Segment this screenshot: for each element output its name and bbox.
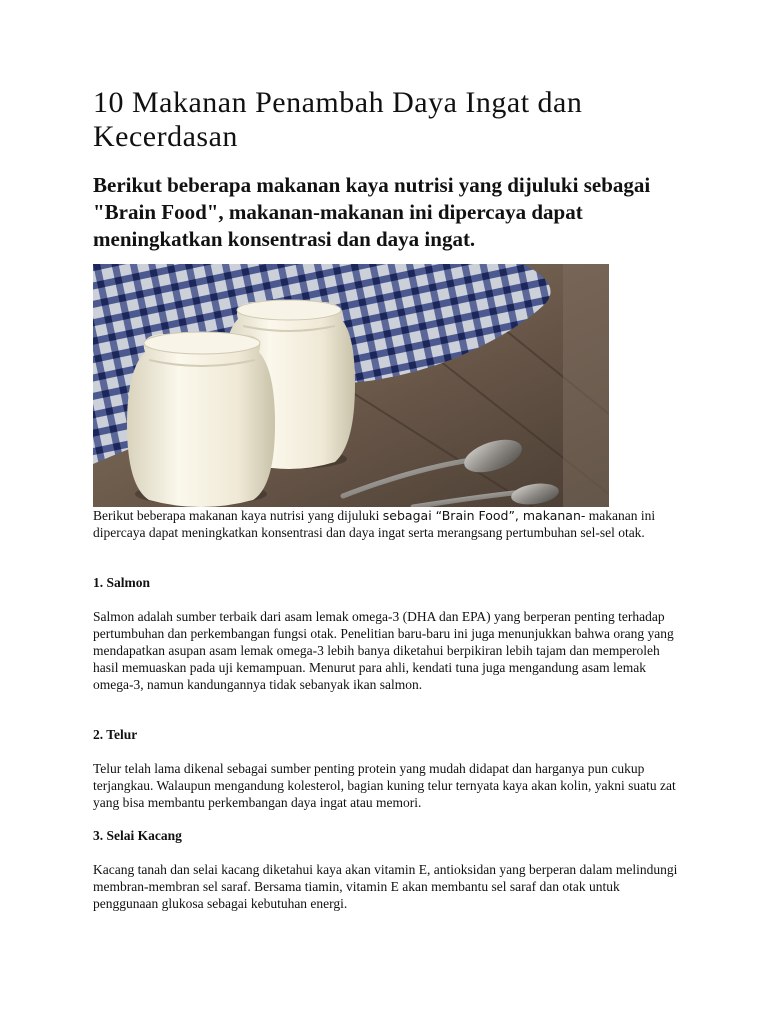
yogurt-photo — [93, 264, 609, 507]
intro-text-part2: sebagai “Brain Food”, makanan- — [382, 508, 586, 523]
article-subtitle: Berikut beberapa makanan kaya nutrisi yang dijuluki sebagai "Brain Food", makanan-makanan ini dipercaya dapat meningkatkan konsentrasi dan daya ingat. — [93, 173, 651, 251]
article-title: 10 Makanan Penambah Daya Ingat dan Kecerdasan — [93, 86, 583, 153]
intro-paragraph — [93, 507, 683, 541]
section-heading-salmon: 1. Salmon — [93, 575, 151, 590]
section-body-telur: Telur telah lama dikenal sebagai sumber penting protein yang mudah didapat dan harganya pun cukup terjangkau. Walaupun mengandung kolesterol, bagian kuning telur ternyata kaya akan kolin, yakni suatu zat yang bisa membantu perkembangan daya ingat atau memori. — [93, 761, 676, 810]
section-heading-telur: 2. Telur — [93, 727, 138, 742]
section-body-salmon: Salmon adalah sumber terbaik dari asam lemak omega-3 (DHA dan EPA) yang berperan penting terhadap pertumbuhan dan perkembangan fungsi otak. Penelitian baru-baru ini juga menunjukkan bahwa orang yang mendapatkan asupan asam lemak omega-3 lebih banya diketahui berpikiran lebih tajam dan memperoleh hasil memuaskan pada uji kemampuan. Menurut para ahli, kendati tuna juga mengandung asam lemak omega-3, namun kandungannya tidak sebanyak ikan salmon. — [93, 609, 674, 692]
section-body-selai-kacang: Kacang tanah dan selai kacang diketahui kaya akan vitamin E, antioksidan yang berperan dalam melindungi membran-membran sel saraf. Bersama tiamin, vitamin E akan membantu sel saraf dan otak untuk penggunaan glukosa sebagai kebutuhan energi. — [93, 862, 678, 911]
intro-text-part1: Berikut beberapa makanan kaya nutrisi yang dijuluki — [93, 508, 383, 523]
section-heading-selai-kacang: 3. Selai Kacang — [93, 828, 182, 843]
intro-text-part3: makanan ini dipercaya dapat meningkatkan konsentrasi dan daya ingat serta merangsang pertumbuhan sel-sel otak. — [93, 508, 656, 540]
